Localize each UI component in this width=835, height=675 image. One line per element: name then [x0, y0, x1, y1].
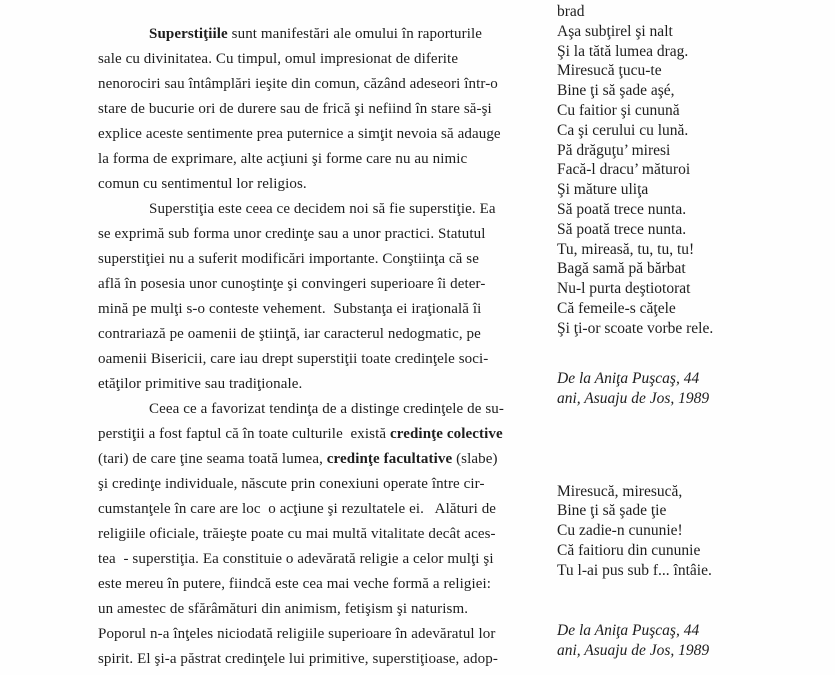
- verse-column: [557, 2, 817, 662]
- verse-line: Şi ţi-or scoate vorbe rele.: [557, 319, 714, 337]
- text-line: [98, 522, 548, 547]
- source-attribution-2: [557, 621, 817, 662]
- verse-line: Aşa subţirel şi nalt: [557, 22, 673, 40]
- text-segment: tea - superstiţia. Ea constituie o adevărată religie a celor mulţi şi: [98, 551, 494, 567]
- verse-line: Să poată trece nunta.: [557, 220, 687, 238]
- verse-line: Miresucă ţucu-te: [557, 62, 662, 80]
- verse-line: Tu l-ai pus sub f... întâie.: [557, 561, 712, 579]
- text-segment: Superstiţia este ceea ce decidem noi să fie superstiţie. Ea: [149, 201, 496, 217]
- text-line: [98, 547, 548, 572]
- verse-line: Bine ţi să şade ţie: [557, 502, 667, 520]
- text-line: [98, 647, 548, 672]
- text-segment: contrariază pe oamenii de ştiinţă, iar caracterul nedogmatic, pe: [98, 326, 481, 342]
- text-segment: perstiţii a fost faptul că în toate culturile există: [98, 426, 390, 442]
- main-text-column: [98, 22, 548, 672]
- verse-line: Şi la tătă lumea drag.: [557, 42, 689, 60]
- text-line: [98, 172, 548, 197]
- text-line: [98, 72, 548, 97]
- text-line: [98, 597, 548, 622]
- verse-stanza-2: [557, 482, 817, 581]
- text-segment: etăţilor primitive sau tradiţionale.: [98, 376, 303, 392]
- text-line: [98, 422, 548, 447]
- text-line: [98, 322, 548, 347]
- verse-stanza-1: [557, 2, 817, 339]
- verse-line: Şi măture uliţa: [557, 181, 649, 199]
- text-segment: stare de bucurie ori de durere sau de frică şi nefiind în stare să-şi: [98, 101, 492, 117]
- text-line: [98, 272, 548, 297]
- text-segment: sale cu divinitatea. Cu timpul, omul impresionat de diferite: [98, 51, 459, 67]
- text-line: [98, 47, 548, 72]
- text-segment: la forma de exprimare, alte acţiuni şi forme care nu au nimic: [98, 151, 468, 167]
- verse-line: Tu, mireasă, tu, tu, tu!: [557, 240, 695, 258]
- text-segment: se exprimă sub forma unor credinţe sau a unor practici. Statutul: [98, 226, 486, 242]
- text-segment: şi credinţe individuale, născute prin conexiuni operate între cir-: [98, 476, 485, 492]
- text-segment: Ceea ce a favorizat tendinţa de a distinge credinţele de su-: [149, 401, 504, 417]
- text-segment: superstiţiei nu a suferit modificări importante. Conştiinţa că se: [98, 251, 479, 267]
- verse-line: Miresucă, miresucă,: [557, 482, 683, 500]
- text-segment: credinţe colective: [389, 426, 503, 442]
- verse-line: Bagă samă pă bărbat: [557, 260, 686, 278]
- verse-line: Să poată trece nunta.: [557, 200, 687, 218]
- text-segment: explice aceste sentimente prea puternice a simţit nevoia să adauge: [98, 126, 501, 142]
- text-segment: este mereu în putere, fiindcă este cea mai veche formă a religiei:: [98, 576, 492, 592]
- text-segment: nenorociri sau întâmplări ieşite din comun, căzând adeseori într-o: [98, 76, 498, 92]
- verse-line: Cu zadie-n cununie!: [557, 522, 683, 540]
- text-line: [98, 222, 548, 247]
- text-segment: oamenii Bisericii, care iau drept superstiţii toate credinţele soci-: [98, 351, 489, 367]
- text-line: [98, 197, 548, 222]
- text-line: [98, 347, 548, 372]
- text-line: [98, 22, 548, 47]
- verse-line: Pă drăguţu’ miresi: [557, 141, 671, 159]
- source-attribution-1: [557, 369, 817, 410]
- text-line: [98, 622, 548, 647]
- text-line: [98, 147, 548, 172]
- text-line: [98, 572, 548, 597]
- text-line: [98, 122, 548, 147]
- text-segment: credinţe facultative: [326, 451, 453, 467]
- verse-line: Că faitioru din cununie: [557, 541, 701, 559]
- attribution-line: ani, Asuaju de Jos, 1989: [557, 390, 710, 408]
- verse-line: brad: [557, 3, 585, 20]
- text-segment: Poporul n-a înţeles niciodată religiile superioare în adevăratul lor: [98, 626, 496, 642]
- verse-line: Cu faitior şi cunună: [557, 101, 680, 119]
- text-segment: mină pe mulţi s-o conteste vehement. Substanţa ei iraţională îi: [98, 301, 482, 317]
- attribution-line: ani, Asuaju de Jos, 1989: [557, 642, 710, 660]
- verse-line: Facă-l dracu’ măturoi: [557, 161, 691, 179]
- verse-line: Bine ţi să şade aşé,: [557, 82, 675, 100]
- verse-line: Ca şi cerului cu lună.: [557, 121, 689, 139]
- text-segment: Superstiţiile: [149, 26, 228, 42]
- text-line: [98, 247, 548, 272]
- text-line: [98, 497, 548, 522]
- text-line: [98, 372, 548, 397]
- verse-line: Nu-l purta deştiotorat: [557, 280, 691, 298]
- text-segment: cumstanţele în care are loc o acţiune şi rezultatele ei. Alături de: [98, 501, 497, 517]
- text-segment: comun cu sentimentul lor religios.: [98, 176, 307, 192]
- text-line: [98, 297, 548, 322]
- text-segment: spirit. El şi-a păstrat credinţele lui primitive, superstiţioase, adop-: [98, 651, 498, 667]
- text-line: [98, 97, 548, 122]
- attribution-line: De la Aniţa Puşcaş, 44: [557, 369, 700, 387]
- text-segment: (tari) de care ţine seama toată lumea,: [98, 451, 327, 467]
- text-segment: un amestec de sfărâmături din animism, fetişism şi naturism.: [98, 601, 469, 617]
- text-line: [98, 472, 548, 497]
- verse-line: Că femeile-s căţele: [557, 299, 676, 317]
- attribution-line: De la Aniţa Puşcaş, 44: [557, 621, 700, 639]
- text-segment: află în posesia unor cunoştinţe şi convingeri superioare îi deter-: [98, 276, 486, 292]
- text-segment: sunt manifestări ale omului în raporturile: [227, 26, 483, 42]
- text-segment: (slabe): [452, 451, 498, 467]
- text-line: [98, 397, 548, 422]
- text-line: [98, 447, 548, 472]
- text-segment: religiile oficiale, trăieşte poate cu mai multă vitalitate decât aces-: [98, 526, 496, 542]
